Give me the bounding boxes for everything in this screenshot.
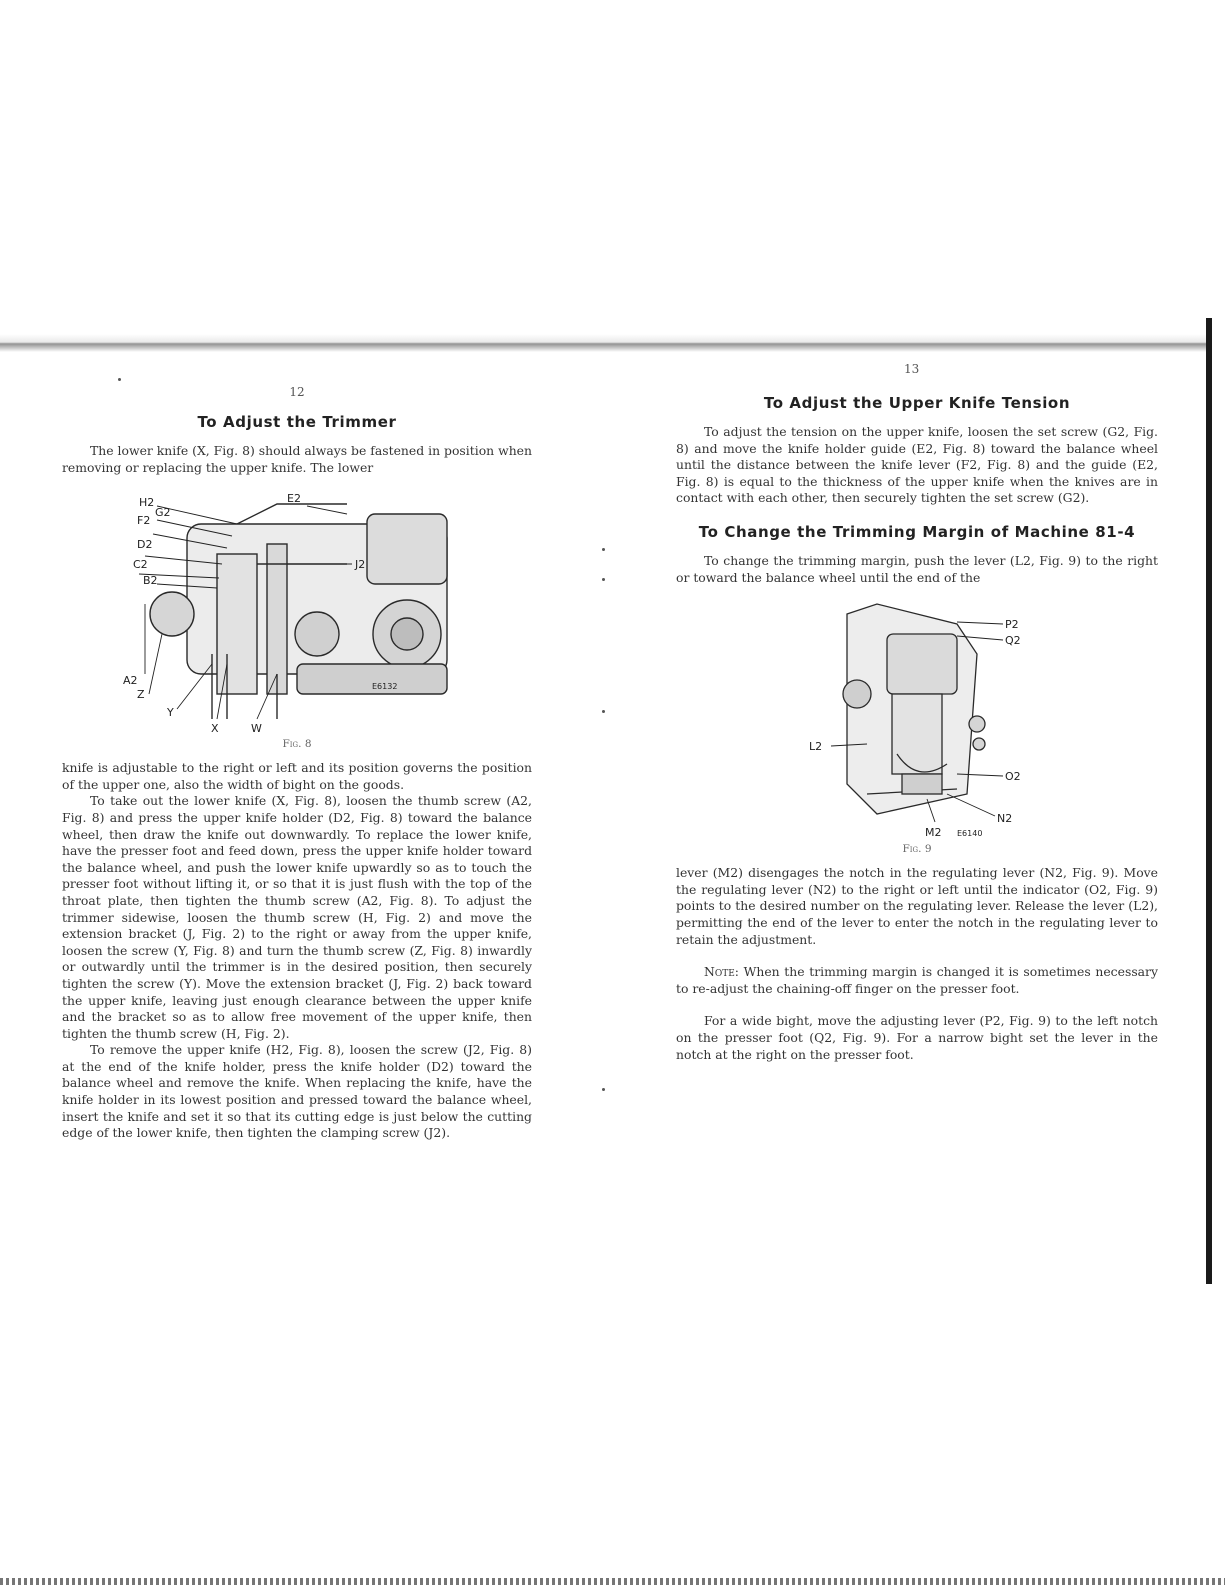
paragraph: knife is adjustable to the right or left and its position governs the position of the upper one, also the width of bight on the goods. bbox=[62, 760, 532, 792]
paragraph: To adjust the tension on the upper knife, loosen the set screw (G2, Fig. 8) and move the knife holder guide (E2, Fig. 8) toward the balance wheel until the distance between the knife lever (F2, Fig. 8) and the guide (E2, Fig. 8) is equal to the thickness of the upper knife when the knives are in contact with each other, then securely tighten the set screw (G2). bbox=[676, 424, 1158, 506]
scan-speck bbox=[602, 710, 605, 713]
callout-label: Z bbox=[137, 688, 145, 702]
paragraph: lever (M2) disengages the notch in the regulating lever (N2, Fig. 9). Move the regulating lever (N2) to the right or left until the indicator (O2, Fig. 9) points to the desired number on the regulating lever. Release the lever (L2), permitting the end of the lever to enter the notch in the regulating lever to retain the adjustment. bbox=[676, 865, 1158, 947]
note-paragraph bbox=[676, 964, 1158, 997]
callout-label: L2 bbox=[809, 740, 823, 754]
scan-speck bbox=[602, 1088, 605, 1091]
callout-label: A2 bbox=[123, 674, 138, 688]
paragraph: To take out the lower knife (X, Fig. 8), loosen the thumb screw (A2, Fig. 8) and press the upper knife holder (D2, Fig. 8) toward the balance wheel, then draw the knife out downwardly. To replace the lower knife, have the presser foot and feed down, press the upper knife holder toward the balance wheel, and push the lower knife upwardly so as to touch the presser foot without lifting it, or so that it is just flush with the top of the throat plate, then tighten the thumb screw (A2, Fig. 8). To adjust the trimmer sidewise, loosen the thumb screw (H, Fig. 2) and move the extension bracket (J, Fig. 2) to the right or away from the upper knife, loosen the screw (Y, Fig. 8) and turn the thumb screw (Z, Fig. 8) inwardly or outwardly until the trimmer is in the desired position, then securely tighten the screw (Y). Move the extension bracket (J, Fig. 2) back toward the upper knife, leaving just enough clearance between the upper knife and the bracket so as to allow free movement of the upper knife, then tighten the thumb screw (H, Fig. 2). bbox=[62, 793, 532, 1041]
callout-label: M2 bbox=[925, 826, 942, 840]
callout-label: O2 bbox=[1005, 770, 1021, 784]
note-label: Note: bbox=[704, 964, 739, 980]
machine-illustration bbox=[117, 484, 477, 734]
intro-paragraph: The lower knife (X, Fig. 8) should always be fastened in position when removing or replacing the upper knife. The lower bbox=[62, 443, 532, 475]
figure-caption: Fig. 9 bbox=[902, 843, 932, 856]
callout-label: J2 bbox=[355, 558, 366, 572]
callout-label: H2 bbox=[139, 496, 155, 510]
scan-speck bbox=[602, 548, 605, 551]
figure-9 bbox=[807, 594, 1027, 839]
callout-label: G2 bbox=[155, 506, 171, 520]
page-number: 12 bbox=[289, 385, 305, 399]
callout-label: Q2 bbox=[1005, 634, 1021, 648]
callout-label: N2 bbox=[997, 812, 1013, 826]
presser-foot-illustration bbox=[807, 594, 1027, 839]
callout-label: B2 bbox=[143, 574, 158, 588]
callout-label: E2 bbox=[287, 492, 301, 506]
scan-speck bbox=[118, 378, 121, 381]
paragraph: To change the trimming margin, push the lever (L2, Fig. 9) to the right or toward the balance wheel until the end of the bbox=[676, 552, 1158, 585]
scan-edge-right bbox=[1206, 318, 1212, 1284]
callout-label: D2 bbox=[137, 538, 153, 552]
figure-code: E6132 bbox=[372, 682, 398, 692]
figure-caption: Fig. 8 bbox=[282, 738, 312, 751]
callout-label: X bbox=[211, 722, 219, 735]
left-page bbox=[62, 385, 532, 1142]
paragraph: For a wide bight, move the adjusting lever (P2, Fig. 9) to the left notch on the presser foot (Q2, Fig. 9). For a narrow bight set the lever in the notch at the right on the presser foot. bbox=[676, 1013, 1158, 1062]
callout-label: F2 bbox=[137, 514, 151, 528]
callout-label: P2 bbox=[1005, 618, 1019, 632]
note-text: When the trimming margin is changed it is sometimes necessary to re-adjust the chaining-off finger on the presser foot. bbox=[676, 964, 1158, 996]
figure-8 bbox=[117, 484, 477, 734]
right-page bbox=[676, 362, 1158, 1063]
section-heading: To Change the Trimming Margin of Machine 81-4 bbox=[698, 522, 1136, 541]
section-heading: To Adjust the Upper Knife Tension bbox=[763, 394, 1071, 412]
scan-edge-top bbox=[0, 334, 1210, 352]
section-heading: To Adjust the Trimmer bbox=[197, 413, 397, 431]
figure-code: E6140 bbox=[957, 829, 983, 839]
page-number: 13 bbox=[904, 362, 920, 376]
scan-speck bbox=[602, 578, 605, 581]
callout-label: W bbox=[251, 722, 262, 735]
scan-bottom-edge bbox=[0, 1578, 1225, 1585]
paragraph: To remove the upper knife (H2, Fig. 8), loosen the screw (J2, Fig. 8) at the end of the knife holder, press the knife holder (D2) toward the balance wheel and remove the knife. When replacing the knife, have the knife holder in its lowest position and pressed toward the balance wheel, insert the knife and set it so that its cutting edge is just below the cutting edge of the lower knife, then tighten the clamping screw (J2). bbox=[62, 1042, 532, 1141]
callout-label: Y bbox=[167, 706, 174, 720]
callout-label: C2 bbox=[133, 558, 148, 572]
